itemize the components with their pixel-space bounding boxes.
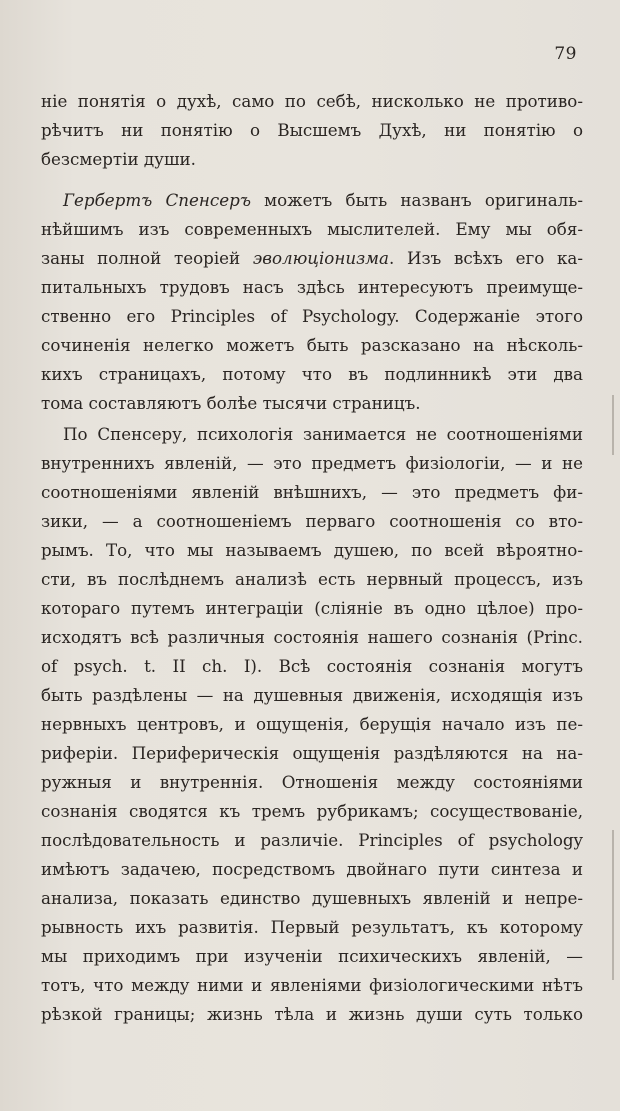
text-line: нѣйшимъ изъ современныхъ мыслителей. Ему мы обя- <box>41 219 583 239</box>
text-line: кихъ страницахъ, потому что въ подлинникѣ эти два <box>41 364 583 384</box>
text-line: зики, — а соотношеніемъ перваго соотношенія со вто- <box>41 511 583 531</box>
text-segment: По Спенсеру, психологія занимается не соотношеніями <box>63 424 583 444</box>
text-line: рѣзкой границы; жизнь тѣла и жизнь души суть только <box>41 1004 583 1024</box>
text-line: нервныхъ центровъ, и ощущенія, берущія начало изъ пе- <box>41 714 583 734</box>
text-segment: можетъ быть названъ оригиналь- <box>250 190 583 210</box>
page-edge-shadow <box>612 395 614 455</box>
text-line <box>41 186 583 215</box>
text-line: анализа, показать единство душевныхъ явленій и непре- <box>41 888 583 908</box>
page-text <box>41 87 583 1029</box>
text-line: питальныхъ трудовъ насъ здѣсь интересуютъ преимуще- <box>41 277 583 297</box>
text-segment: заны полной теоріей <box>41 248 253 268</box>
text-line: сознанія сводятся къ тремъ рубрикамъ; сосуществованіе, <box>41 801 583 821</box>
text-line <box>41 420 583 449</box>
text-line: послѣдовательность и различіе. Principles of psychology <box>41 830 583 850</box>
text-line: сти, въ послѣднемъ анализѣ есть нервный процессъ, изъ <box>41 569 583 589</box>
text-line: риферіи. Периферическія ощущенія раздѣляются на на- <box>41 743 583 763</box>
text-line: тома составляютъ болѣе тысячи страницъ. <box>41 393 421 413</box>
text-line: рымъ. То, что мы называемъ душею, по всей вѣроятно- <box>41 540 583 560</box>
text-line: рывность ихъ развитія. Первый результатъ, къ которому <box>41 917 583 937</box>
author-name-italic: Гербертъ Спенсеръ <box>63 190 251 210</box>
paragraph-continuation <box>41 87 583 174</box>
text-line: котораго путемъ интеграціи (сліяніе въ одно цѣлое) про- <box>41 598 583 618</box>
text-line: сочиненія нелегко можетъ быть разсказано на нѣсколь- <box>41 335 583 355</box>
text-line: быть раздѣлены — на душевныя движенія, исходящія изъ <box>41 685 583 705</box>
text-line: of psych. t. II ch. I). Всѣ состоянія сознанія могутъ <box>41 656 583 676</box>
text-line: тотъ, что между ними и явленіями физіологическими нѣтъ <box>41 975 583 995</box>
text-segment: . Изъ всѣхъ его ка- <box>388 248 583 268</box>
paragraph-spencer-psychology <box>41 420 583 1029</box>
text-line: соотношеніями явленій внѣшнихъ, — это предметъ фи- <box>41 482 583 502</box>
text-line: исходятъ всѣ различныя состоянія нашего сознанія (Princ. <box>41 627 583 647</box>
text-line: внутреннихъ явленій, — это предметъ физіологіи, — и не <box>41 453 583 473</box>
text-line: ніе понятія о духѣ, само по себѣ, нисколько не противо- <box>41 91 583 111</box>
text-line: имѣютъ задачею, посредствомъ двойнаго пути синтеза и <box>41 859 583 879</box>
text-line: ственно его Principles of Psychology. Содержаніе этого <box>41 306 583 326</box>
text-line: безсмертіи души. <box>41 149 196 169</box>
text-line: мы приходимъ при изученіи психическихъ явленій, — <box>41 946 583 966</box>
page-number: 79 <box>554 44 577 64</box>
page-edge-shadow <box>612 830 614 980</box>
paragraph-spencer-intro <box>41 186 583 418</box>
term-italic: эволюціонизма <box>252 248 389 268</box>
text-line: ружныя и внутреннія. Отношенія между состояніями <box>41 772 583 792</box>
text-line <box>41 244 583 273</box>
text-line: рѣчитъ ни понятію о Высшемъ Духѣ, ни понятію о <box>41 120 583 140</box>
